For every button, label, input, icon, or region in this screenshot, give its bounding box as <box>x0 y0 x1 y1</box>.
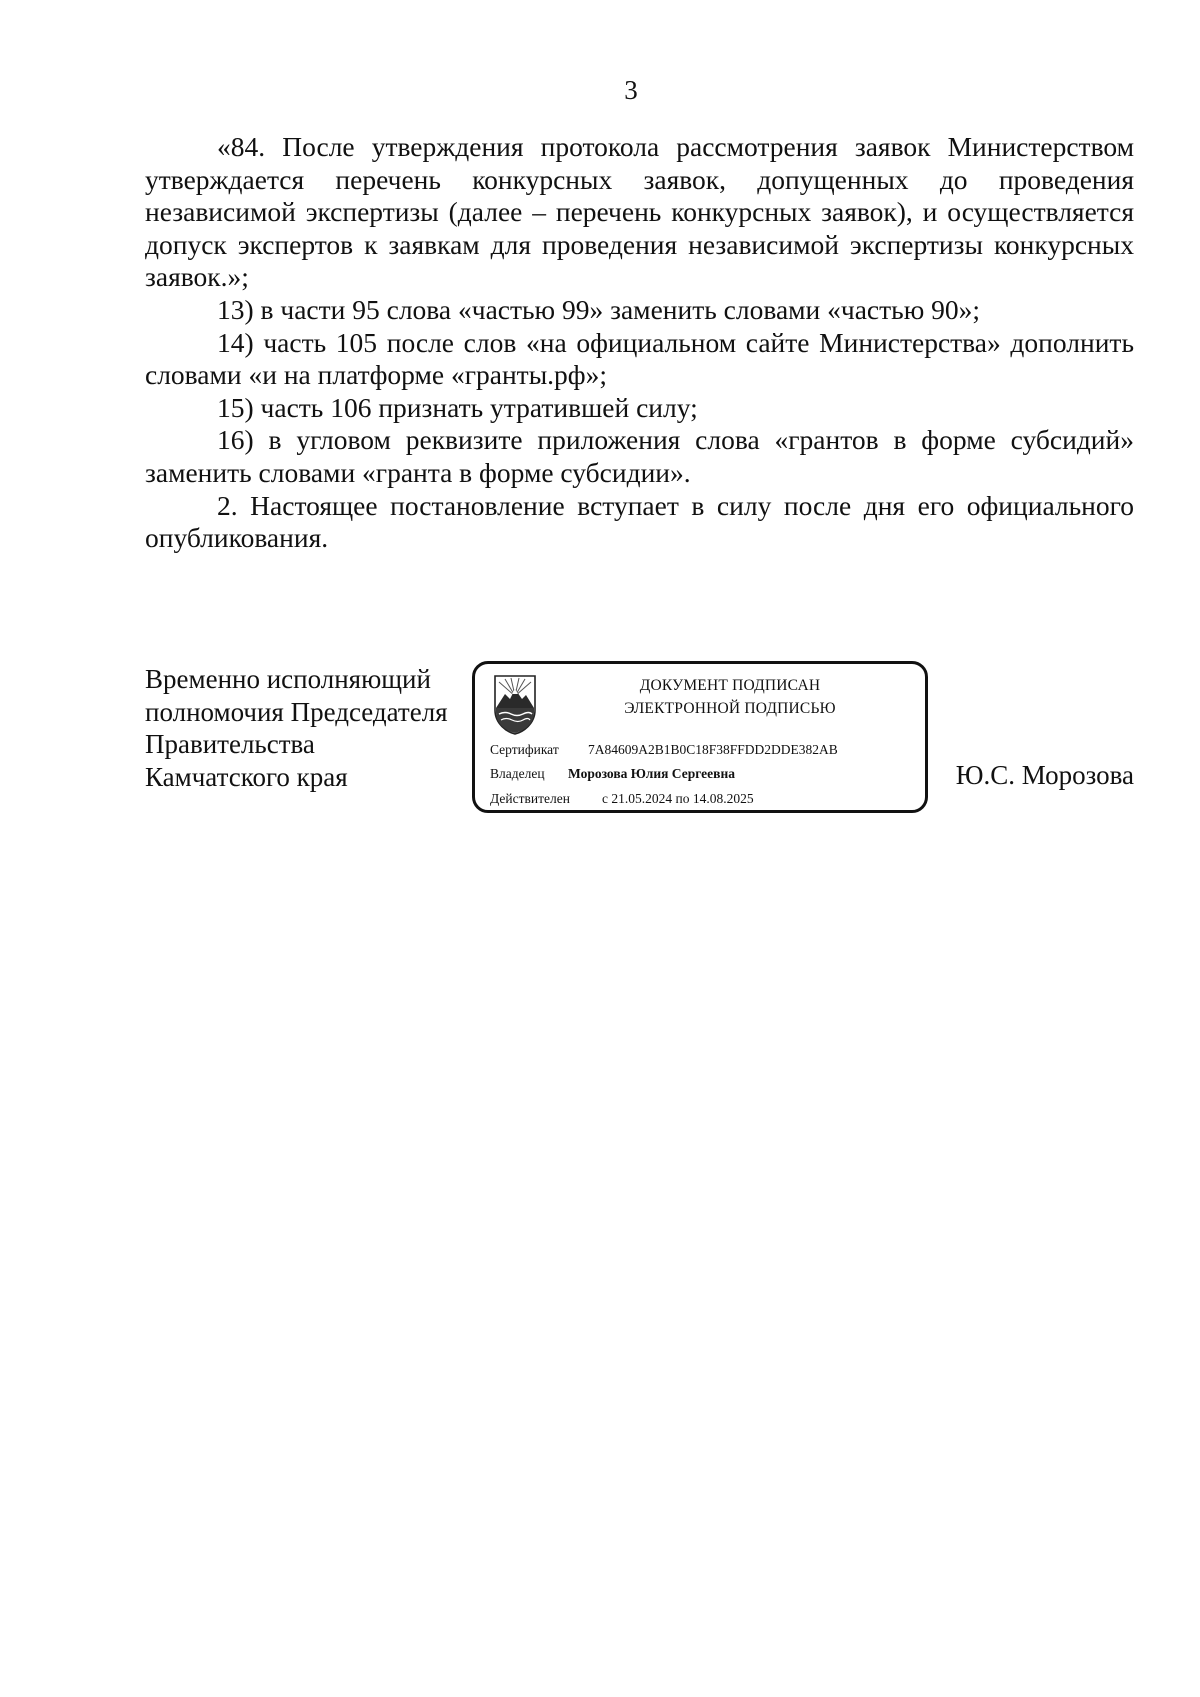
signatory-name: Ю.С. Морозова <box>955 760 1134 790</box>
signatory-position-line: Временно исполняющий <box>145 664 431 694</box>
paragraph-item-13: 13) в части 95 слова «частью 99» заменить словами «частью 90»; <box>217 293 981 325</box>
paragraph-item-16: 16) в угловом реквизите приложения слова «грантов в форме субсидий» заменить словами «гранта в форме субсидии». <box>145 424 1134 488</box>
owner-label: Владелец <box>490 766 545 781</box>
paragraph-item-15: 15) часть 106 признать утратившей силу; <box>217 391 698 423</box>
stamp-title-line: ДОКУМЕНТ ПОДПИСАН <box>639 677 821 694</box>
document-body <box>145 131 1134 555</box>
stamp-validity-row <box>490 790 754 808</box>
paragraph-84: «84. После утверждения протокола рассмотрения заявок Министерством утверждается перечень конкурсных заявок, допущенных до проведения независимой экспертизы (далее – перечень конкурсных заявок), и осуществляется допуск экспертов к заявкам для проведения независимой экспертизы конкурсных заявок.»; <box>145 131 1134 293</box>
stamp-owner-row <box>490 765 735 783</box>
paragraph-item-14: 14) часть 105 после слов «на официальном сайте Министерства» дополнить словами «и на платформе «гранты.рф»; <box>145 326 1134 391</box>
stamp-title-line: ЭЛЕКТРОННОЙ ПОДПИСЬЮ <box>624 700 836 717</box>
certificate-value: 7A84609A2B1B0C18F38FFDD2DDE382AB <box>588 742 838 757</box>
validity-label: Действителен <box>490 791 570 806</box>
signatory-position-line: Правительства <box>145 729 315 759</box>
electronic-signature-stamp <box>472 661 928 813</box>
stamp-certificate-row <box>490 741 838 759</box>
page-number: 3 <box>624 75 638 105</box>
owner-value: Морозова Юлия Сергеевна <box>568 766 735 781</box>
paragraph-point-2: 2. Настоящее постановление вступает в силу после дня его официального опубликования. <box>145 489 1134 554</box>
kamchatka-coat-of-arms-icon <box>491 672 539 736</box>
stamp-title <box>545 674 915 720</box>
validity-value: с 21.05.2024 по 14.08.2025 <box>602 791 754 806</box>
signatory-position <box>145 663 448 793</box>
signatory-position-line: полномочия Председателя <box>145 696 448 727</box>
certificate-label: Сертификат <box>490 742 559 757</box>
signatory-position-line: Камчатского края <box>145 761 348 792</box>
